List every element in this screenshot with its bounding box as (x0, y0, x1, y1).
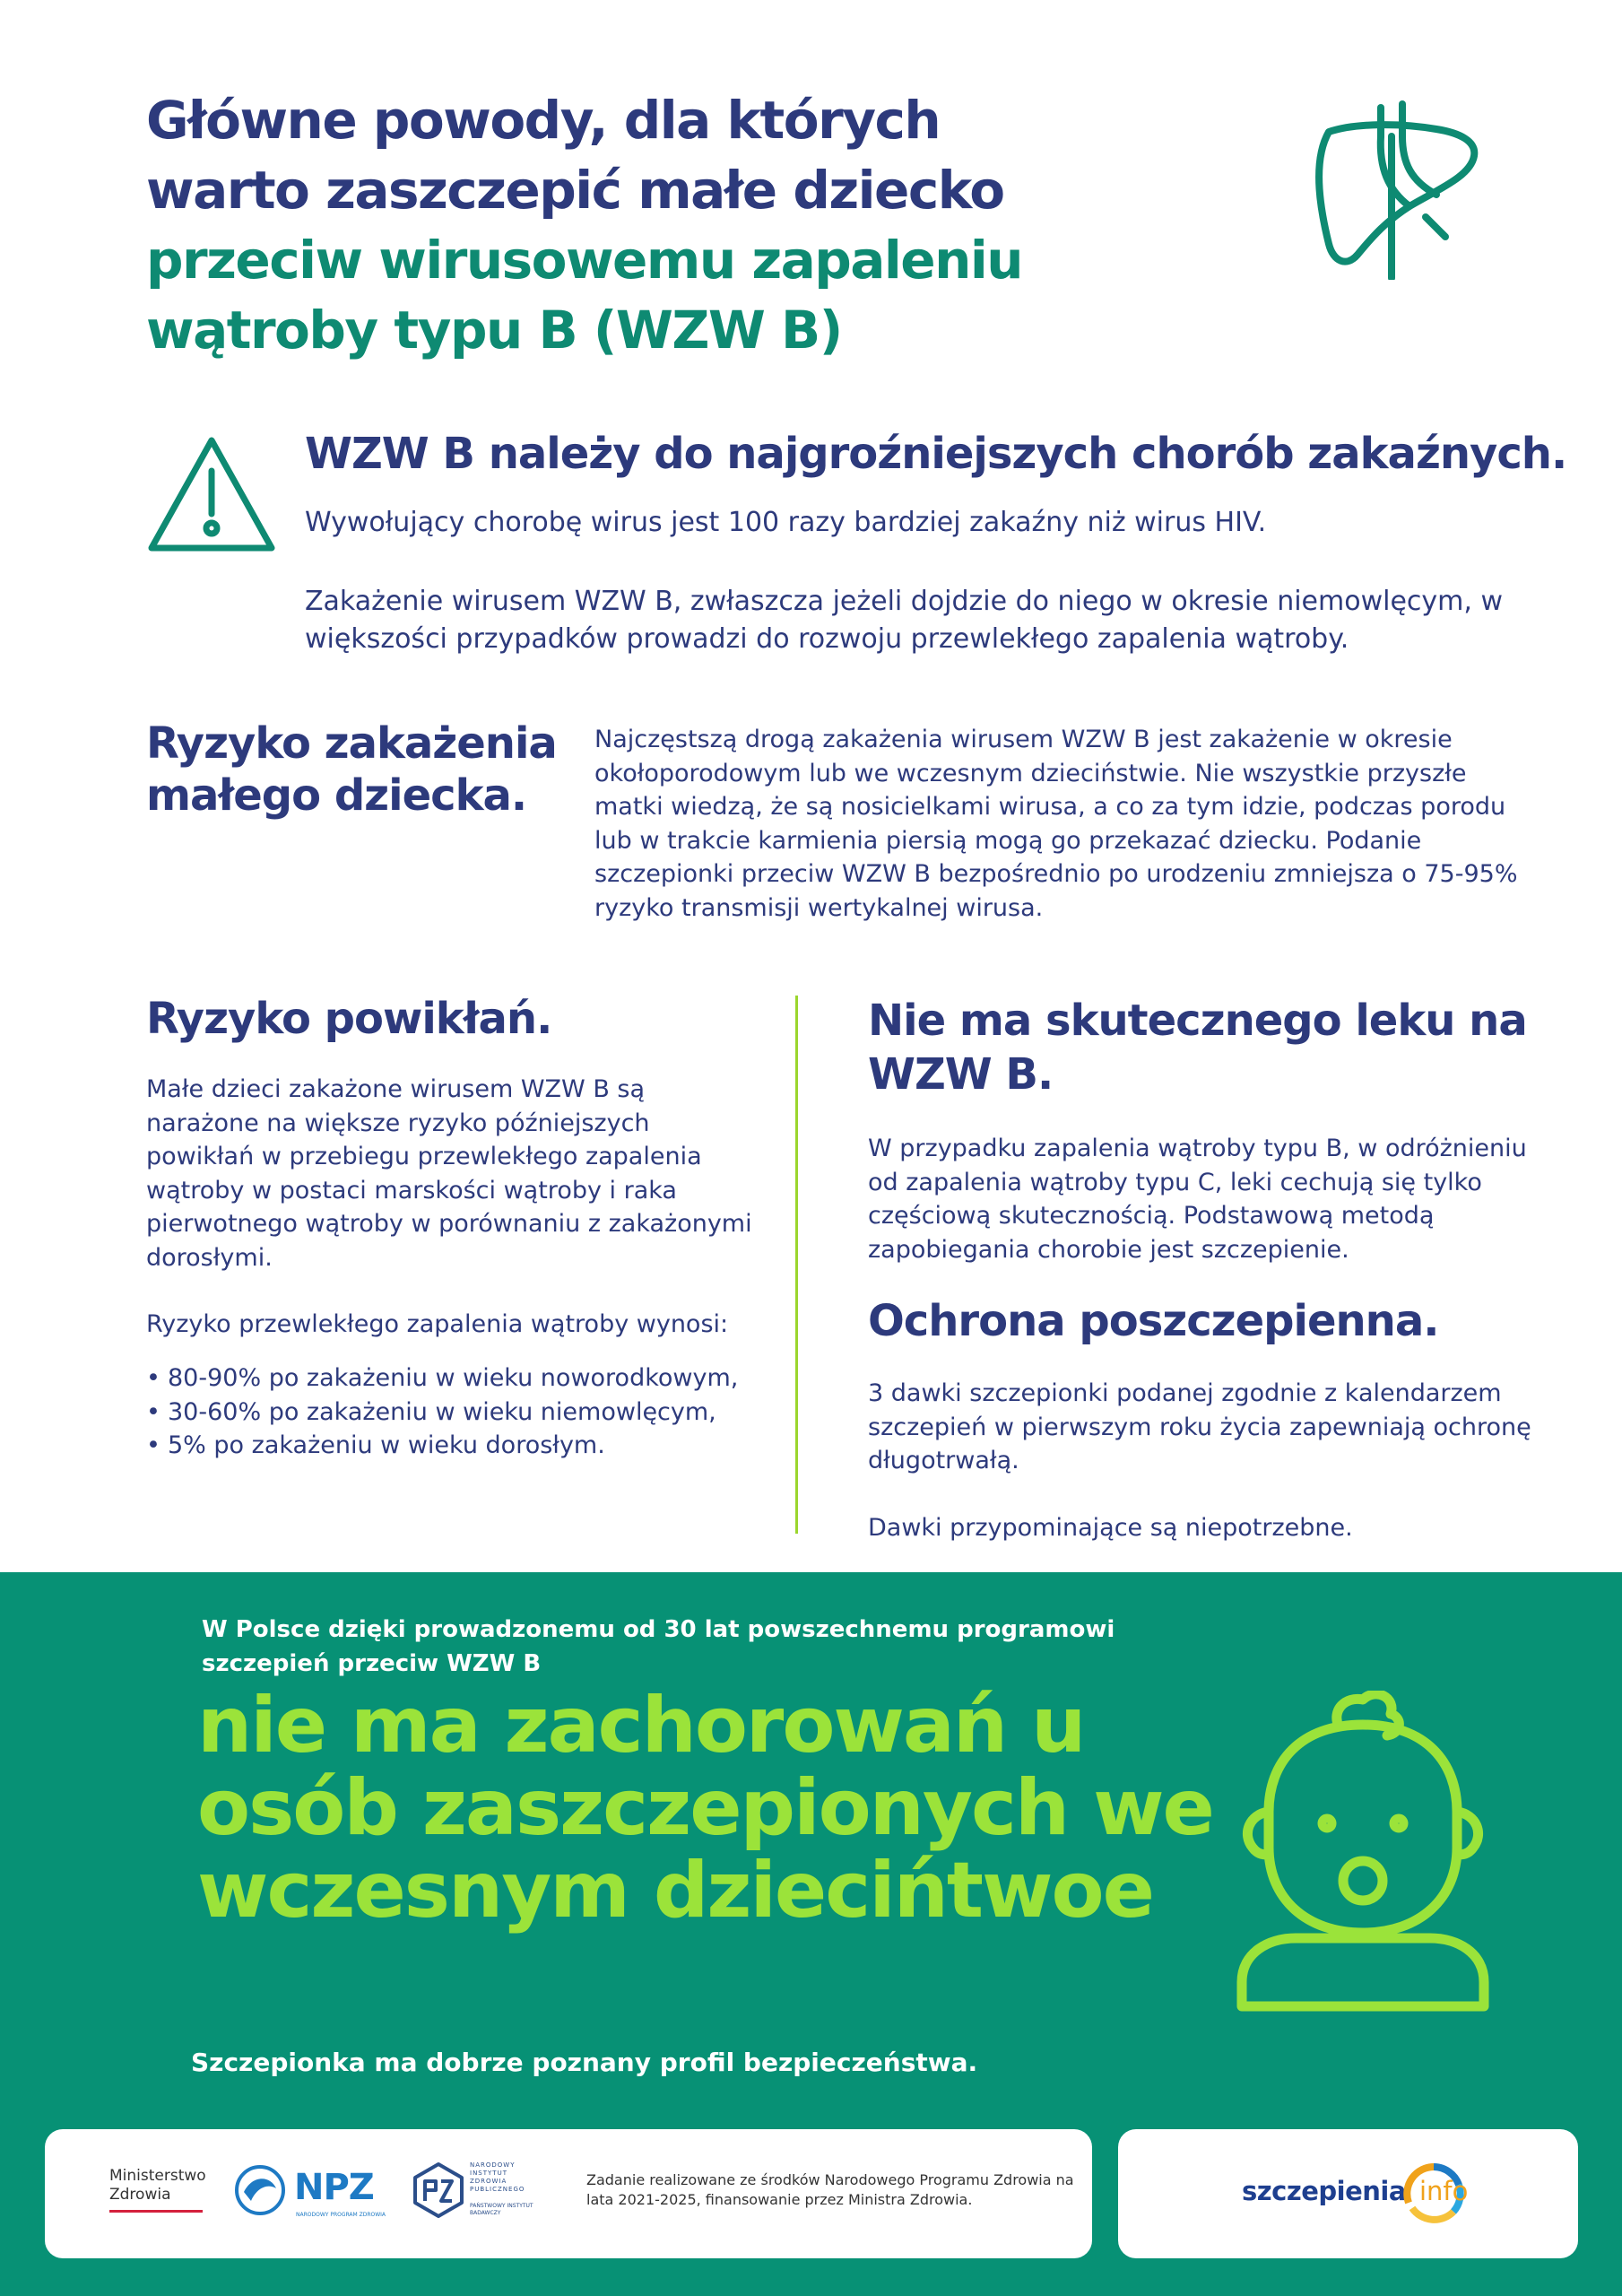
warning-icon (146, 435, 277, 555)
liver-icon (1302, 100, 1481, 280)
ministerstwo-zdrowia-logo (109, 2167, 217, 2213)
npz-logo-subtitle: NARODOWY PROGRAM ZDROWIA (296, 2212, 386, 2218)
mz-logo-line2: Zdrowia (109, 2186, 171, 2204)
column-divider (795, 996, 798, 1534)
list-item: • 30-60% po zakażeniu w wieku niemowlęcym, (146, 1396, 792, 1430)
funding-note: Zadanie realizowane ze środków Narodowego Programu Zdrowia na lata 2021-2025, finansowanie przez Ministra Zdrowia. (586, 2171, 1074, 2208)
section2-heading: Ryzyko zakażenia małego dziecka. (146, 718, 557, 821)
band-note: Szczepionka ma dobrze poznany profil bezpieczeństwa. (191, 2048, 978, 2077)
szczepienia-info-logo-info: info (1419, 2176, 1469, 2206)
nizp-logo-icon (412, 2161, 464, 2219)
section3-text: Małe dzieci zakażone wirusem WZW B są narażone na większe ryzyko późniejszych powikłań w przebiegu przewlekłego zapalenia wątroby w postaci marskości wątroby i raka pierwotnego wątroby w porównaniu z zakażonymi dorosłymi. (146, 1075, 752, 1272)
section3-list-label: Ryzyko przewlekłego zapalenia wątroby wynosi: (146, 1310, 729, 1338)
baby-icon (1233, 1691, 1493, 2013)
section1-paragraph-1: Wywołujący chorobę wirus jest 100 razy bardziej zakaźny niż wirus HIV. (305, 507, 1267, 538)
band-intro: W Polsce dzięki prowadzonemu od 30 lat powszechnemu programowi szczepień przeciw WZW B (202, 1616, 1115, 1677)
title-part-teal: przeciw wirusowemu zapaleniu wątroby typu B (WZW B) (146, 230, 1023, 361)
szczepienia-info-panel (1118, 2129, 1578, 2258)
section5-note: Dawki przypominające są niepotrzebne. (868, 1514, 1353, 1542)
section2-text: Najczęstszą drogą zakażenia wirusem WZW B jest zakażenie w okresie okołoporodowym lub we wczesnym dzieciństwie. Nie wszystkie przyszłe matki wiedzą, że są nosicielkami wirusa, a co za tym idzie, podczas porodu lub w trakcie karmienia piersią mogą go przekazać dziecku. Podanie szczepionki przeciw WZW B bezpośrednio po urodzeniu zmniejsza o 75-95% ryzyko transmisji wertykalnej wirusa. (594, 726, 1518, 922)
section5-heading: Ochrona poszczepienna. (868, 1296, 1439, 1346)
title-part-navy: Główne powody, dla których warto zaszczepić małe dziecko (146, 90, 1004, 221)
list-item: • 5% po zakażeniu w wieku dorosłym. (146, 1429, 792, 1463)
section3-heading: Ryzyko powikłań. (146, 994, 552, 1044)
npz-logo-text: NPZ (294, 2167, 374, 2208)
mz-logo-bar (109, 2210, 203, 2213)
nizp-logo-text: NARODOWY INSTYTUT ZDROWIA PUBLICZNEGO (470, 2161, 525, 2193)
szczepienia-info-logo-text: szczepienia (1242, 2176, 1406, 2206)
section1-heading: WZW B należy do najgroźniejszych chorób zakaźnych. (305, 429, 1567, 479)
list-item: • 80-90% po zakażeniu w wieku noworodkowym, (146, 1361, 792, 1396)
mz-logo-line1: Ministerstwo (109, 2167, 206, 2185)
section5-text: 3 dawki szczepionki podanej zgodnie z kalendarzem szczepień w pierwszym roku życia zapewniają ochronę długotrwałą. (868, 1379, 1531, 1474)
footer-logos-panel (45, 2129, 1092, 2258)
section4-heading: Nie ma skutecznego leku na WZW B. (868, 996, 1527, 1100)
npz-logo-icon (235, 2165, 285, 2215)
nizp-logo-subtitle: PAŃSTWOWY INSTYTUT BADAWCZY (470, 2203, 533, 2216)
risk-list (146, 1361, 792, 1463)
section1-paragraph-2: Zakażenie wirusem WZW B, zwłaszcza jeżeli dojdzie do niego w okresie niemowlęcym, w większości przypadków prowadzi do rozwoju przewlekłego zapalenia wątroby. (305, 586, 1503, 655)
band-headline: nie ma zachorowań u osób zaszczepionych we wczesnym dziecińtwoe (197, 1681, 1213, 1935)
page-title (146, 85, 1079, 365)
section4-text: W przypadku zapalenia wątroby typu B, w odróżnieniu od zapalenia wątroby typu C, leki cechują się tylko częściową skutecznością. Podstawową metodą zapobiegania chorobie jest szczepienie. (868, 1135, 1527, 1264)
